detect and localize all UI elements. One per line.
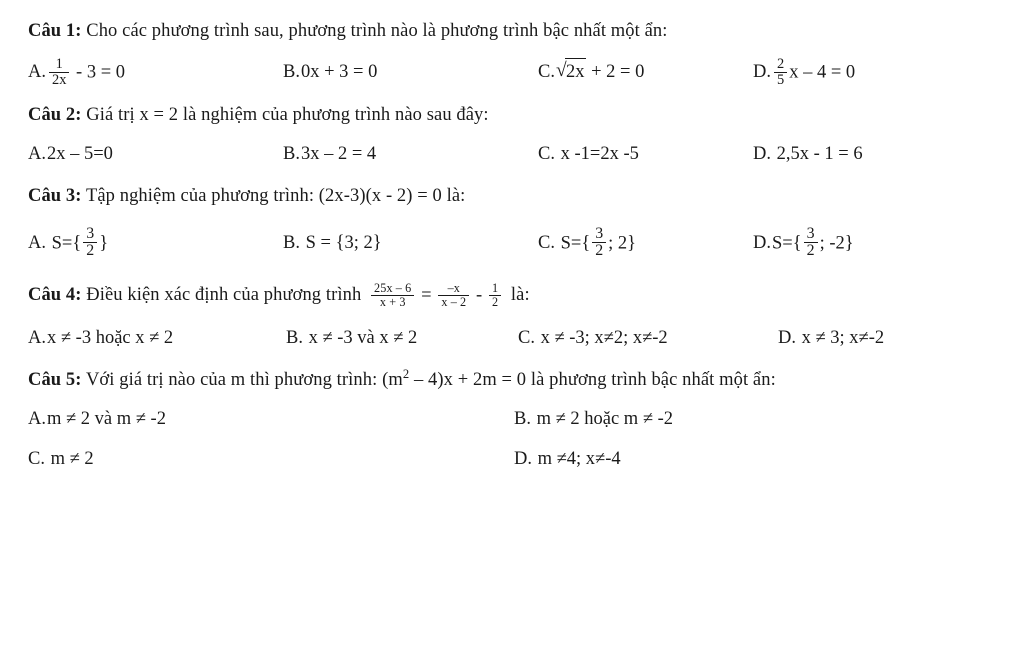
fraction-1-over-2x [49,57,69,88]
answer-5-A-label: A. [28,408,46,429]
question-5-exponent: 2 [402,366,410,381]
question-2-stem [28,102,1000,129]
answer-4-D-label: D. [778,328,796,349]
answer-1-A-label: A. [28,62,46,83]
answer-5-D-label: D. [514,448,532,469]
fraction-numerator: 3 [592,226,606,244]
question-3-text: Tập nghiệm của phương trình: (2x-3)(x - 2) = 0 là: [81,185,466,206]
answer-1-D-label: D. [753,62,771,83]
answer-4-C[interactable] [518,325,778,353]
question-2-answers [28,141,1000,169]
question-block-1 [28,18,1000,88]
answer-3-C[interactable] [538,226,753,260]
question-block-4 [28,282,1000,353]
answer-2-C[interactable] [538,141,753,169]
answer-4-B[interactable] [286,325,518,353]
question-4-label: Câu 4: [28,284,82,305]
answer-2-A-text: 2x – 5=0 [47,143,113,164]
question-4-text-after: là: [506,284,530,305]
answer-3-B[interactable] [283,230,538,258]
question-3-label: Câu 3: [28,185,82,206]
equals-operator: = [416,285,437,306]
fraction-numerator: 25x – 6 [371,282,414,296]
question-4-text: Điều kiện xác định của phương trình [81,284,367,305]
answer-3-A-prefix: S={ [47,233,82,254]
answer-5-C-text: m ≠ 2 [45,448,94,469]
fraction-denominator: 5 [777,71,785,88]
answer-1-C-text: + 2 = 0 [586,62,645,83]
question-1-label: Câu 1: [28,21,82,41]
question-5-text-part2: – 4)x + 2m = 0 là phương trình bậc nhất một ẩn: [409,369,776,390]
answer-5-B-label: B. [514,408,531,429]
fraction-2-over-5 [774,57,787,88]
fraction-denominator: 2 [806,242,815,260]
question-4-stem [28,282,1000,309]
answer-1-B-label: B. [283,62,300,83]
question-1-text: Cho các phương trình sau, phương trình nào là phương trình bậc nhất một ẩn: [81,21,668,41]
answer-5-A[interactable] [28,406,514,434]
question-block-3 [28,183,1000,260]
answer-2-A-label: A. [28,143,46,164]
answer-4-D-text: x ≠ 3; x≠-2 [797,328,885,349]
answer-3-D-suffix: ; -2} [819,233,854,254]
answer-2-A[interactable] [28,141,283,169]
question-5-text-part1: Với giá trị nào của m thì phương trình: (m [81,369,403,390]
answer-2-C-text: x -1=2x -5 [555,143,639,164]
answer-5-C-label: C. [28,448,45,469]
answer-4-A-label: A. [28,328,46,349]
question-5-answers-row-2 [28,446,1000,474]
answer-1-A[interactable] [28,57,283,88]
answer-5-D[interactable] [514,446,1000,474]
question-2-text: Giá trị x = 2 là nghiệm của phương trình nào sau đây: [81,105,489,126]
answer-5-B-text: m ≠ 2 hoặc m ≠ -2 [531,408,674,429]
answer-3-A[interactable] [28,226,283,260]
answer-1-D[interactable] [753,57,855,88]
question-4-equation [369,282,503,309]
answer-3-C-label: C. [538,233,555,254]
answer-2-B-label: B. [283,143,300,164]
question-1-answers [28,57,1000,88]
fraction-1-over-2 [489,282,501,309]
answer-1-D-text: x – 4 = 0 [789,62,856,83]
answer-4-D[interactable] [778,325,884,353]
answer-2-B[interactable] [283,141,538,169]
question-5-stem [28,367,1024,394]
answer-1-C[interactable] [538,57,753,87]
question-block-5 [28,367,1000,473]
answer-5-D-text: m ≠4; x≠-4 [533,448,621,469]
fraction-denominator: 2 [595,242,604,260]
fraction-numerator: 3 [83,226,97,244]
fraction-numerator: 3 [804,226,818,244]
question-4-answers [28,325,1000,353]
answer-3-A-label: A. [28,233,46,254]
fraction-3-over-2 [592,226,606,260]
fraction-denominator: 2x [52,71,67,88]
answer-3-D[interactable] [753,226,854,260]
answer-1-A-text: - 3 = 0 [71,62,126,83]
answer-3-C-suffix: ; 2} [608,233,637,254]
answer-4-B-label: B. [286,328,303,349]
question-1-stem [28,18,1000,45]
answer-5-A-text: m ≠ 2 và m ≠ -2 [47,408,166,429]
question-2-label: Câu 2: [28,105,82,126]
answer-4-C-text: x ≠ -3; x≠2; x≠-2 [535,328,668,349]
answer-2-D-label: D. [753,143,771,164]
radicand: 2x [565,58,587,87]
answer-4-B-text: x ≠ -3 và x ≠ 2 [303,328,418,349]
minus-operator: - [471,285,487,306]
answer-5-C[interactable] [28,446,514,474]
answer-4-A-text: x ≠ -3 hoặc x ≠ 2 [47,328,174,349]
square-root-icon [556,57,587,87]
answer-3-B-text: S = {3; 2} [300,233,382,254]
answer-4-A[interactable] [28,325,286,353]
fraction-numerator: 2 [774,57,787,73]
answer-3-D-prefix: S={ [772,233,802,254]
fraction-numerator: –x [438,282,469,296]
fraction-minus-x-over-x-minus-2 [438,282,469,309]
question-block-2 [28,102,1000,169]
fraction-denominator: x + 3 [379,294,406,309]
answer-2-D[interactable] [753,141,863,169]
question-5-answers-row-1 [28,406,1000,434]
fraction-numerator: 1 [49,57,69,73]
answer-3-C-prefix: S={ [555,233,591,254]
answer-1-B-text: 0x + 3 = 0 [300,62,378,83]
answer-5-B[interactable] [514,406,1000,434]
fraction-3-over-2 [83,226,97,260]
answer-2-D-text: 2,5x - 1 = 6 [772,143,863,164]
question-3-stem [28,183,1000,210]
answer-4-C-label: C. [518,328,535,349]
question-3-answers [28,226,1000,260]
question-5-label: Câu 5: [28,369,82,390]
fraction-numerator: 1 [489,282,501,296]
fraction-3-over-2 [804,226,818,260]
fraction-denominator: 2 [491,294,499,309]
answer-1-C-label: C. [538,62,555,83]
fraction-25x-6-over-x-plus-3 [371,282,414,309]
answer-1-B[interactable] [283,59,538,87]
answer-2-B-text: 3x – 2 = 4 [300,143,377,164]
answer-2-C-label: C. [538,143,555,164]
answer-3-D-label: D. [753,233,771,254]
fraction-denominator: 2 [86,242,95,260]
answer-3-A-suffix: } [99,233,109,254]
fraction-denominator: x – 2 [441,294,467,309]
answer-3-B-label: B. [283,233,300,254]
